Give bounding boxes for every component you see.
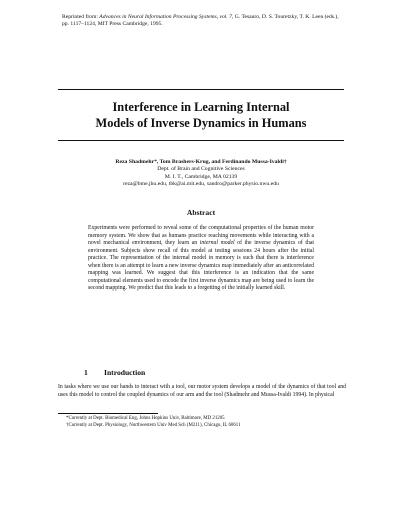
abstract-emphasis: internal model (199, 240, 235, 246)
introduction-text: In tasks where we use our hands to interact with a tool, our motor system develops a model of the dynamics of that tool and uses this model to control the coupled dynamics of our arm and the tool (Shadmehr and Mussa-Ivaldi 1994). In physical (58, 384, 346, 398)
abstract-part-2: of the inverse dynamics of that environment. Subjects show recall of this model at testing sessions 24 hours after the initial practice. The representation of the internal model in memory is such that there is interference when there is an attempt to learn a new inverse dynamics map immediately after an anticorrelated mapping was learned. We suggest that this interference is an indication that the same computational elements used to encode the first inverse dynamics map are being used to learn the second mapping. We predict that this leads to a forgetting of the initially learned skill. (88, 240, 314, 291)
section-title: Introduction (104, 368, 146, 377)
author-dept: Dept. of Brain and Cognitive Sciences (157, 166, 245, 173)
title-line-2: Models of Inverse Dynamics in Humans (95, 116, 307, 130)
reprint-prefix: Reprinted from: (62, 14, 100, 20)
footnote-1: *Currently at Dept. Biomedical Eng, Johns Hopkins Univ, Baltimore, MD 21205 (66, 416, 225, 421)
reprint-notice (62, 14, 342, 29)
footnote-2: †Currently at Dept. Physiology, Northwestern Univ Med Sch (M211), Chicago, IL 60611 (66, 422, 241, 428)
abstract-text (88, 225, 314, 293)
abstract-part-1: Experiments were performed to reveal some of the computational properties of the human motor memory system. We show that as humans practice reaching movements while interacting with a novel mechanical environment, they learn an (88, 225, 314, 246)
author-institution: M. I. T., Cambridge, MA 02139 (164, 173, 238, 180)
author-names: Reza Shadmehr*, Tom Brashers-Krug, and Ferdinando Mussa-Ivaldi† (115, 159, 287, 165)
section-number: 1 (84, 368, 88, 377)
author-block (58, 159, 344, 189)
author-emails: reza@bme.jhu.edu, tbk@ai.mit.edu, sandro@parker.physio.nwu.edu (123, 181, 279, 188)
title-rule-bottom (58, 140, 344, 141)
reprint-details: , G. Tesauro, D. S. Touretzky, T. K. Leen (eds.), pp. 1117–1124, MIT Press Cambridge, 1995. (62, 14, 339, 28)
reprint-series: Advances in Neural Information Processing Systems, vol. 7 (99, 14, 232, 20)
paper-title (58, 99, 344, 131)
abstract-heading: Abstract (186, 208, 216, 217)
section-heading (84, 368, 145, 377)
footnotes (58, 416, 348, 429)
title-line-1: Interference in Learning Internal (112, 100, 290, 114)
title-rule-top (58, 89, 344, 90)
footnote-rule (58, 413, 158, 414)
